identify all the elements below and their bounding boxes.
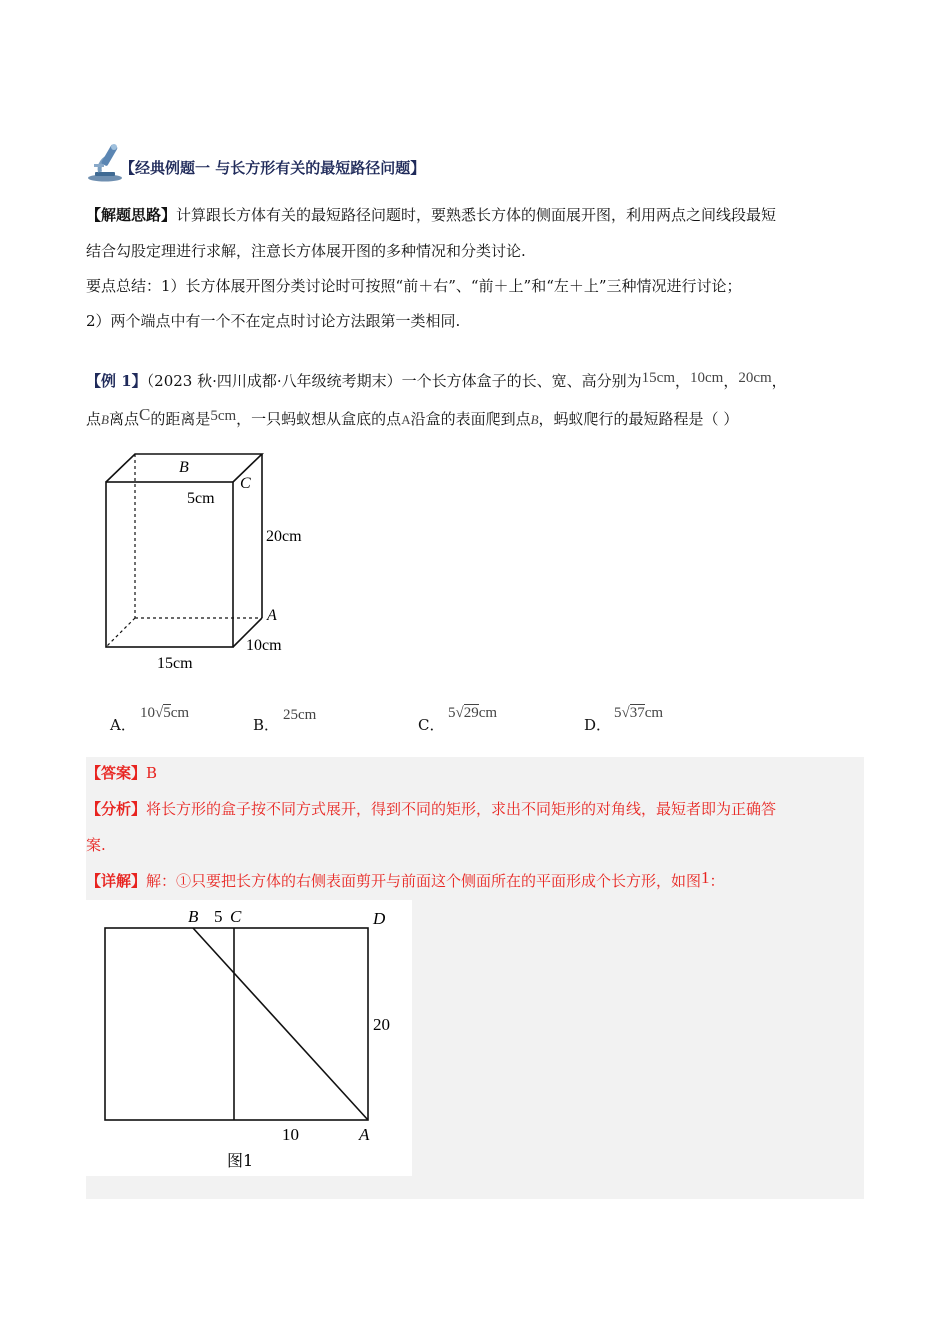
text-seg: 点 xyxy=(86,410,102,428)
approach-line-4: 2）两个端点中有一个不在定点时讨论方法跟第一类相同. xyxy=(86,312,461,330)
dim-width: 10cm xyxy=(690,370,724,386)
cuboid-figure xyxy=(95,448,335,678)
label-b: B xyxy=(179,459,189,476)
fig1-label-b: B xyxy=(188,907,199,926)
microscope-icon xyxy=(86,142,124,182)
coef: 5 xyxy=(614,705,622,721)
hidden-edge-left xyxy=(106,618,135,647)
label-a: A xyxy=(267,607,277,624)
detail-text: 解：①只要把长方体的右侧表面剪开与前面这个侧面所在的平面形成个长方形，如图 xyxy=(146,872,702,890)
text-seg: 沿盒的表面爬到点 xyxy=(410,410,531,428)
label-10cm: 10cm xyxy=(246,637,282,654)
dim-height: 20cm xyxy=(738,370,772,386)
fig1-caption: 图1 xyxy=(227,1151,254,1170)
dim-length: 15cm xyxy=(641,370,675,386)
fig1-label-d: D xyxy=(373,909,386,928)
option-value xyxy=(448,703,497,723)
fig1-label-5: 5 xyxy=(214,907,223,926)
text-seg: 的距离是 xyxy=(150,410,211,428)
detail-label: 【详解】 xyxy=(86,872,147,890)
sep-2: ， xyxy=(723,372,739,390)
radicand: 37 xyxy=(629,705,645,721)
unfolded-rectangle xyxy=(105,928,368,1120)
option-c[interactable] xyxy=(418,705,498,735)
analysis-line-2: 案. xyxy=(86,836,106,854)
option-value xyxy=(140,703,189,723)
analysis-line-1 xyxy=(86,799,776,819)
example-label: 【例 1】 xyxy=(86,372,147,390)
fig1-label-20: 20 xyxy=(373,1015,390,1034)
option-letter: A． xyxy=(110,716,136,734)
option-letter: C． xyxy=(418,716,445,734)
point-b: B xyxy=(530,412,539,427)
coef: 5 xyxy=(448,705,456,721)
answer-value: B xyxy=(146,764,158,782)
radicand: 5 xyxy=(163,705,171,721)
label-c: C xyxy=(240,475,251,492)
option-value: 25cm xyxy=(283,707,317,723)
text-seg: 离点 xyxy=(108,410,139,428)
option-b[interactable] xyxy=(253,707,317,735)
label-20cm: 20cm xyxy=(266,528,302,545)
label-15cm: 15cm xyxy=(157,655,193,672)
diagonal-ab xyxy=(193,928,368,1120)
figure-1 xyxy=(86,900,412,1176)
section-title: 【经典例题一 与长方形有关的最短路径问题】 xyxy=(120,159,426,177)
point-b: B xyxy=(101,412,109,427)
detail-line xyxy=(86,868,725,891)
option-d[interactable] xyxy=(584,705,664,735)
sqrt-sign: √ xyxy=(621,705,630,721)
approach-line-3: 要点总结：1）长方体展开图分类讨论时可按照“前＋右”、“前＋上”和“左＋上”三种情况进行讨论； xyxy=(86,277,742,295)
unit: cm xyxy=(644,705,664,721)
detail-figure-number: 1 xyxy=(701,868,710,887)
approach-line-1 xyxy=(86,205,776,225)
sqrt-sign: √ xyxy=(455,705,464,721)
text-seg: ，蚂蚁爬行的最短路程是（ ） xyxy=(538,410,739,428)
approach-line-2: 结合勾股定理进行求解，注意长方体展开图的多种情况和分类讨论. xyxy=(86,242,526,260)
radicand: 29 xyxy=(463,705,479,721)
sep-1: ， xyxy=(674,372,690,390)
text-seg: ，一只蚂蚁想从盒底的点 xyxy=(236,410,402,428)
point-c: C xyxy=(138,405,151,424)
approach-label: 【解题思路】 xyxy=(86,206,177,224)
example-source: （2023 秋·四川成都·八年级统考期末）一个长方体盒子的长、宽、高分别为 xyxy=(146,372,642,390)
sep-3: ， xyxy=(771,372,787,390)
fig1-label-c: C xyxy=(230,907,242,926)
analysis-text: 将长方形的盒子按不同方式展开，得到不同的矩形，求出不同矩形的对角线，最短者即为正确答 xyxy=(146,800,777,818)
unit: cm xyxy=(170,705,190,721)
option-a[interactable] xyxy=(110,705,190,735)
approach-text-1: 计算跟长方体有关的最短路径问题时，要熟悉长方体的侧面展开图，利用两点之间线段最短 xyxy=(176,206,777,224)
example-line-2 xyxy=(86,405,739,430)
answer-label: 【答案】 xyxy=(86,764,147,782)
label-5cm: 5cm xyxy=(187,490,215,507)
detail-end: ： xyxy=(709,872,725,890)
sqrt-sign: √ xyxy=(155,705,164,721)
option-letter: D． xyxy=(584,716,612,734)
point-a: A xyxy=(401,412,411,427)
answer-line xyxy=(86,763,157,783)
analysis-label: 【分析】 xyxy=(86,800,147,818)
option-letter: B． xyxy=(253,716,280,734)
example-line-1 xyxy=(86,371,787,392)
distance-bc: 5cm xyxy=(210,408,237,424)
option-value xyxy=(614,703,663,723)
coef: 10 xyxy=(140,705,155,721)
unit: cm xyxy=(478,705,498,721)
fig1-label-10: 10 xyxy=(282,1125,299,1144)
fig1-label-a: A xyxy=(359,1125,370,1144)
